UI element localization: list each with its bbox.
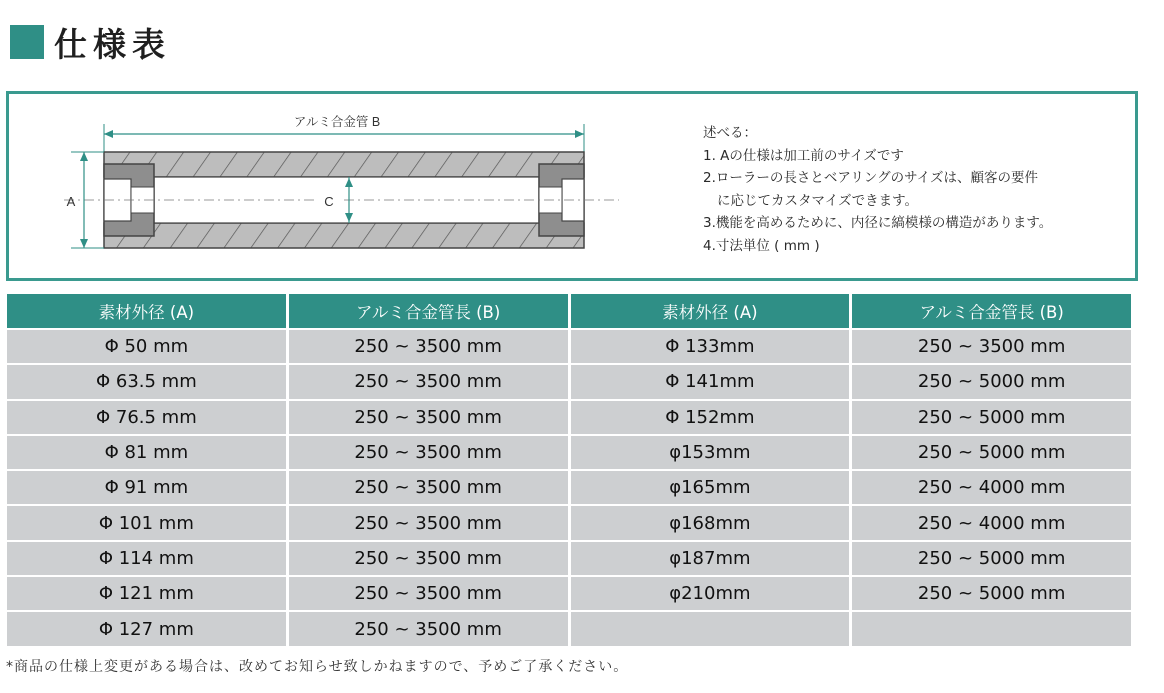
table-cell: 250 ~ 5000 mm bbox=[852, 577, 1131, 610]
dimension-c-label: C bbox=[324, 194, 334, 209]
header-outer-diameter-1: 素材外径 (A) bbox=[7, 294, 286, 328]
table-cell: Φ 91 mm bbox=[7, 471, 286, 504]
header-outer-diameter-2: 素材外径 (A) bbox=[571, 294, 850, 328]
table-row bbox=[7, 542, 1131, 575]
diagram-panel bbox=[6, 91, 1138, 281]
table-cell: 250 ~ 3500 mm bbox=[289, 577, 568, 610]
note-line: 2.ローラーの長さとベアリングのサイズは、顧客の要件 bbox=[703, 170, 1038, 186]
title-bar bbox=[10, 22, 171, 62]
note-line: 1. Aの仕様は加工前のサイズです bbox=[703, 147, 904, 164]
note-line: 3.機能を高めるために、内径に縞模様の構造があります。 bbox=[703, 215, 1053, 231]
table-cell: φ153mm bbox=[571, 436, 850, 469]
table-cell bbox=[571, 612, 850, 645]
table-row bbox=[7, 612, 1131, 645]
table-cell: 250 ~ 5000 mm bbox=[852, 401, 1131, 434]
note-line: に応じてカスタマイズできます。 bbox=[717, 192, 919, 209]
table-cell: Φ 133mm bbox=[571, 330, 850, 363]
table-row bbox=[7, 436, 1131, 469]
table-header-row bbox=[7, 294, 1131, 328]
table-row bbox=[7, 506, 1131, 539]
table-cell: Φ 50 mm bbox=[7, 330, 286, 363]
table-cell: φ168mm bbox=[571, 506, 850, 539]
table-cell: Φ 141mm bbox=[571, 365, 850, 398]
table-cell: Φ 76.5 mm bbox=[7, 401, 286, 434]
table-cell: 250 ~ 3500 mm bbox=[289, 401, 568, 434]
table-row bbox=[7, 401, 1131, 434]
header-tube-length-1: アルミ合金管長 (B) bbox=[289, 294, 568, 328]
note-line: 4.寸法単位 ( mm ) bbox=[703, 237, 820, 254]
table-row bbox=[7, 330, 1131, 363]
table-cell: 250 ~ 3500 mm bbox=[289, 542, 568, 575]
header-tube-length-2: アルミ合金管長 (B) bbox=[852, 294, 1131, 328]
table-cell: φ210mm bbox=[571, 577, 850, 610]
footnote: *商品の仕様上変更がある場合は、改めてお知らせ致しかねますので、予めご了承ください。 bbox=[6, 659, 629, 675]
spec-table bbox=[4, 292, 1134, 648]
dimension-b-label: アルミ合金管 B bbox=[293, 115, 381, 129]
table-cell: Φ 101 mm bbox=[7, 506, 286, 539]
table-cell: 250 ~ 3500 mm bbox=[852, 330, 1131, 363]
table-cell: Φ 114 mm bbox=[7, 542, 286, 575]
table-cell: Φ 127 mm bbox=[7, 612, 286, 645]
table-cell: Φ 81 mm bbox=[7, 436, 286, 469]
table-row bbox=[7, 577, 1131, 610]
table-cell: 250 ~ 3500 mm bbox=[289, 471, 568, 504]
table-cell: φ165mm bbox=[571, 471, 850, 504]
page-title: 仕様表 bbox=[54, 24, 171, 64]
table-cell: 250 ~ 3500 mm bbox=[289, 365, 568, 398]
table-cell: 250 ~ 3500 mm bbox=[289, 330, 568, 363]
table-cell: 250 ~ 5000 mm bbox=[852, 436, 1131, 469]
table-row bbox=[7, 471, 1131, 504]
table-cell: Φ 121 mm bbox=[7, 577, 286, 610]
table-row bbox=[7, 365, 1131, 398]
title-square-icon bbox=[10, 25, 44, 59]
table-cell: 250 ~ 3500 mm bbox=[289, 436, 568, 469]
table-cell: 250 ~ 3500 mm bbox=[289, 506, 568, 539]
table-cell: Φ 152mm bbox=[571, 401, 850, 434]
table-cell: 250 ~ 4000 mm bbox=[852, 506, 1131, 539]
table-cell: 250 ~ 5000 mm bbox=[852, 542, 1131, 575]
note-line: 述べる： bbox=[703, 125, 757, 141]
dimension-a-label: A bbox=[66, 194, 76, 209]
table-cell bbox=[852, 612, 1131, 645]
table-cell: φ187mm bbox=[571, 542, 850, 575]
table-cell: 250 ~ 3500 mm bbox=[289, 612, 568, 645]
spec-notes bbox=[703, 122, 1052, 257]
table-cell: Φ 63.5 mm bbox=[7, 365, 286, 398]
table-cell: 250 ~ 4000 mm bbox=[852, 471, 1131, 504]
table-cell: 250 ~ 5000 mm bbox=[852, 365, 1131, 398]
